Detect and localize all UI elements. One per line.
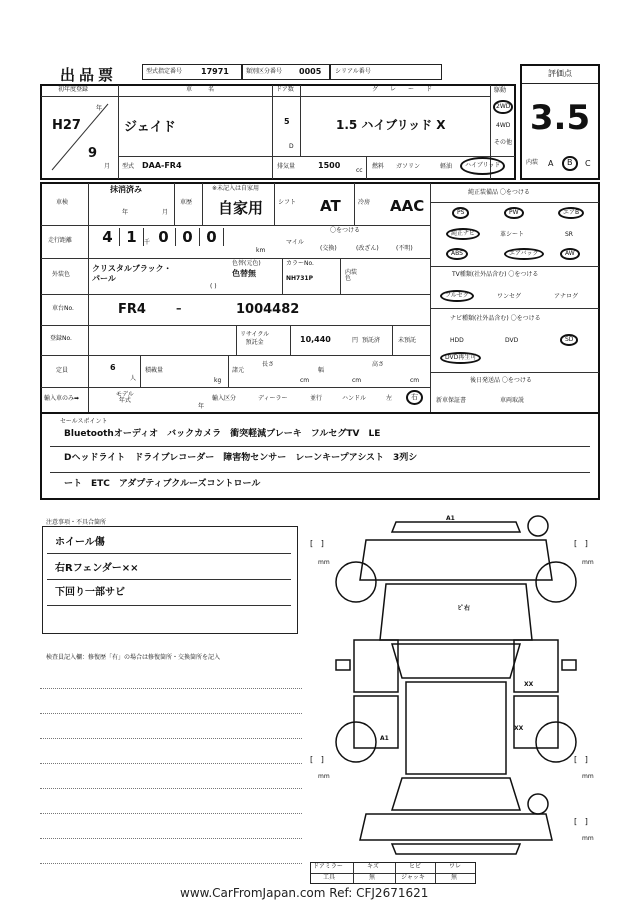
- mileage-digit: 0: [152, 228, 176, 246]
- capacity-label: 定員: [56, 367, 69, 374]
- notes-box: [42, 526, 298, 634]
- mileage-kokan: (交換): [320, 245, 337, 252]
- legend-table: [310, 862, 476, 884]
- displacement-unit: cc: [356, 167, 363, 174]
- car-name-value: ジェイド: [124, 120, 176, 135]
- import-parallel: 並行: [310, 395, 323, 402]
- mileage-digit: 0: [200, 228, 224, 246]
- damage-mark-front: A1: [446, 515, 455, 522]
- serial-label: シリアル番号: [335, 68, 371, 75]
- mileage-unit: km: [256, 247, 266, 254]
- dimensions-cm: cm: [300, 377, 310, 384]
- color-change-value: 色替無: [232, 269, 256, 278]
- doors-value: 5: [284, 117, 290, 126]
- legend-kizu: キズ: [367, 863, 379, 870]
- note-line-3: 下回り一部サビ: [55, 587, 125, 598]
- equip-genuine-navi: 純正ナビ: [446, 228, 480, 240]
- after-warranty: 新車保証書: [436, 397, 467, 404]
- capacity-value: 6: [110, 363, 116, 372]
- mileage-digit: 1: [120, 228, 144, 246]
- import-dealer: ディーラー: [258, 395, 288, 402]
- mileage-digit: 4: [96, 228, 120, 246]
- navi-dvd: DVD: [505, 337, 519, 344]
- usage-note: ※未記入は自家用: [212, 185, 260, 192]
- equipment-title: 純正装備品 〇をつける: [468, 189, 530, 196]
- dimensions-cm: cm: [410, 377, 420, 384]
- first-reg-year: H27: [52, 118, 81, 133]
- tire-mm-spare: mm: [582, 835, 594, 842]
- sales-points-label: セールスポイント: [60, 418, 108, 425]
- grade-label: グレード: [372, 86, 445, 93]
- recycle-yen: 円: [352, 337, 359, 344]
- katashiki-label: 型式指定番号: [146, 68, 183, 75]
- car-body-diagram: [306, 510, 606, 866]
- first-reg-month: 9: [88, 146, 98, 161]
- score-value: 3.5: [529, 98, 591, 138]
- tv-title: TV種類(社外品含む) 〇をつける: [452, 271, 539, 278]
- drive-4wd: 4WD: [496, 122, 511, 129]
- tv-oneseg: ワンセグ: [497, 293, 522, 300]
- mileage-mile: マイル: [286, 239, 304, 246]
- first-reg-month-mark: 月: [104, 163, 111, 170]
- inspector-label: 検査員記入欄：修復歴「有」の場合は修復箇所・交換箇所を記入: [46, 654, 221, 661]
- tire-bracket-fr: [ ]: [574, 539, 588, 548]
- color-change-label: 色替(元色): [232, 260, 261, 267]
- equip-ps: PS: [452, 207, 469, 219]
- chassis-dash: –: [176, 302, 182, 315]
- footer-reference: www.CarFromJapan.com Ref: CFJ2671621: [180, 886, 429, 900]
- mileage-fumei: (不明): [396, 245, 413, 252]
- sales-line-2: Dヘッドライト ドライブレコーダー 障害物センサー レーンキープアシスト 3列シ: [64, 453, 418, 463]
- reg-type-label: 車検: [56, 199, 69, 206]
- colorno-label: カラーNo.: [286, 260, 314, 267]
- equip-airbag-b: エアB: [558, 207, 584, 219]
- model-value: DAA-FR4: [142, 161, 182, 170]
- tire-bracket-fl: [ ]: [310, 539, 324, 548]
- sales-line-3: ート ETC アダプティブクルーズコントロール: [64, 479, 261, 489]
- notes-label: 注意事項・不具合箇所: [46, 519, 107, 526]
- first-reg-slash: [44, 100, 114, 176]
- interior-a: A: [548, 159, 554, 168]
- import-right: 右: [406, 390, 423, 405]
- damage-mark-rear-right: XX: [524, 681, 534, 688]
- interior-label: 内装: [526, 159, 539, 166]
- drive-2wd: 2WD: [493, 100, 513, 114]
- fuel-gas: ガソリン: [396, 163, 421, 170]
- navi-sd: SD: [560, 334, 578, 346]
- drive-label: 駆動: [494, 87, 507, 94]
- legend-jack: ジャッキ: [401, 874, 425, 881]
- car-name-label: 車名: [186, 86, 231, 93]
- reg-no-label: 登録No.: [50, 335, 72, 342]
- reg-type-nen: 年: [122, 209, 129, 216]
- import-kubun: 輸入区分: [212, 395, 237, 402]
- sales-points-box: [40, 412, 600, 500]
- import-left: 左: [386, 395, 393, 402]
- interior-c: C: [585, 159, 591, 168]
- reg-type-tsuki: 月: [162, 209, 169, 216]
- interior-b: B: [562, 156, 578, 171]
- document-title: 出品票: [60, 66, 118, 84]
- tire-mm-fr: mm: [582, 559, 594, 566]
- equip-aw: AW: [560, 248, 580, 260]
- katashiki-value: 17971: [201, 67, 229, 76]
- tire-mm-rr: mm: [582, 773, 594, 780]
- mileage-tsukeru: 〇をつける: [330, 227, 361, 234]
- load-label: 積載量: [145, 367, 164, 374]
- score-label: 評価点: [522, 66, 598, 84]
- import-nen: 年: [198, 403, 205, 410]
- dvd-playback: DVD再生可: [440, 352, 481, 364]
- color-label: 外装色: [52, 271, 71, 278]
- legend-jack-value: 無: [451, 874, 458, 881]
- tv-analog: アナログ: [554, 293, 579, 300]
- ruibetsu-box: [242, 64, 330, 80]
- aircon-value: AAC: [390, 197, 425, 215]
- color-value: クリスタルブラック・ パール: [92, 264, 172, 284]
- tire-mm-fl: mm: [318, 559, 330, 566]
- tire-bracket-spare: [ ]: [574, 817, 588, 826]
- colorno-value: NH731P: [286, 275, 313, 282]
- dimensions-width: 幅: [318, 367, 325, 374]
- import-label: 輸入車のみ➡: [44, 395, 80, 402]
- recycle-unpaid: 未預託: [398, 337, 417, 344]
- after-title: 後日発送品 〇をつける: [470, 377, 532, 384]
- note-line-2: 右Rフェンダー××: [55, 563, 139, 574]
- chassis-label: 車台No.: [52, 305, 74, 312]
- tire-bracket-rl: [ ]: [310, 755, 324, 764]
- recycle-value: 10,440: [300, 335, 331, 344]
- sales-line-1: Bluetoothオーディオ バックカメラ 衝突軽減ブレーキ フルセグTV LE: [64, 429, 381, 439]
- damage-mark-rear-wheel: XX: [514, 725, 524, 732]
- drive-other: その他: [494, 139, 513, 146]
- grade-value: 1.5 ハイブリッド X: [336, 118, 446, 132]
- serial-box: [330, 64, 442, 80]
- mileage-digits: [96, 228, 224, 246]
- legend-ware: ワレ: [449, 863, 462, 870]
- chassis-number: 1004482: [236, 302, 300, 317]
- model-label: 型式: [122, 163, 135, 170]
- doors-unit: D: [289, 143, 294, 150]
- equip-leather: 革シート: [500, 231, 525, 238]
- fuel-label: 燃料: [372, 163, 385, 170]
- import-model-year: モデル 年式: [116, 391, 134, 404]
- legend-tools-value: 無: [369, 874, 376, 881]
- doors-label: ドア数: [276, 86, 294, 93]
- mileage-kaizan: (改ざん): [356, 245, 379, 252]
- equip-airbag: エアバッグ: [504, 248, 544, 260]
- tire-bracket-rr: [ ]: [574, 755, 588, 764]
- recycle-label: リサイクル 預託金: [240, 331, 270, 346]
- import-handle: ハンドル: [342, 395, 367, 402]
- first-reg-year-mark: 年: [96, 105, 103, 112]
- navi-title: ナビ種類(社外品含む) 〇をつける: [450, 315, 541, 322]
- load-unit: kg: [214, 377, 222, 384]
- legend-tools: 工具: [323, 874, 336, 881]
- dimensions-label: 諸元: [232, 367, 245, 374]
- damage-mark-windshield: ﾋﾟ右: [458, 605, 471, 612]
- displacement-value: 1500: [318, 161, 341, 170]
- katashiki-box: [142, 64, 242, 80]
- tv-fullseg: フルセグ: [440, 290, 474, 302]
- dimensions-cm: cm: [352, 377, 362, 384]
- equip-pw: PW: [504, 207, 524, 219]
- interior-color-label: 内装色: [345, 269, 358, 282]
- navi-hdd: HDD: [450, 337, 464, 344]
- equip-abs: ABS: [446, 248, 468, 260]
- shift-value: AT: [320, 197, 341, 215]
- after-manual: 車両取説: [500, 397, 525, 404]
- mileage-digit: 0: [176, 228, 200, 246]
- mileage-label: 走行距離: [48, 237, 73, 244]
- first-reg-label: 初年度登録: [58, 86, 89, 93]
- note-line-1: ホイール傷: [55, 537, 105, 548]
- fuel-hybrid: ハイブリッド: [460, 157, 505, 175]
- fuel-diesel: 軽油: [440, 163, 453, 170]
- legend-mirror: ドアミラー: [313, 863, 343, 870]
- mileage-sen: 千: [144, 239, 151, 246]
- displacement-label: 排気量: [277, 163, 296, 170]
- dimensions-height: 高さ: [372, 361, 385, 368]
- equip-sr: SR: [565, 231, 573, 238]
- usage-value: 自家用: [218, 199, 264, 217]
- recycle-paid: 預託済: [362, 337, 381, 344]
- dimensions-length: 長さ: [262, 361, 275, 368]
- legend-hibi: ヒビ: [409, 863, 422, 870]
- ruibetsu-value: 0005: [299, 67, 322, 76]
- reg-type-value: 抹消済み: [110, 185, 142, 194]
- shift-label: シフト: [278, 199, 297, 206]
- chassis-prefix: FR4: [118, 302, 146, 317]
- tire-mm-rl: mm: [318, 773, 330, 780]
- color-paren: ( ): [210, 283, 217, 290]
- damage-mark-rear-left: A1: [380, 735, 389, 742]
- usage-label: 車歴: [180, 199, 193, 206]
- capacity-unit: 人: [130, 375, 137, 382]
- aircon-label: 冷房: [358, 199, 371, 206]
- ruibetsu-label: 類別区分番号: [246, 68, 283, 75]
